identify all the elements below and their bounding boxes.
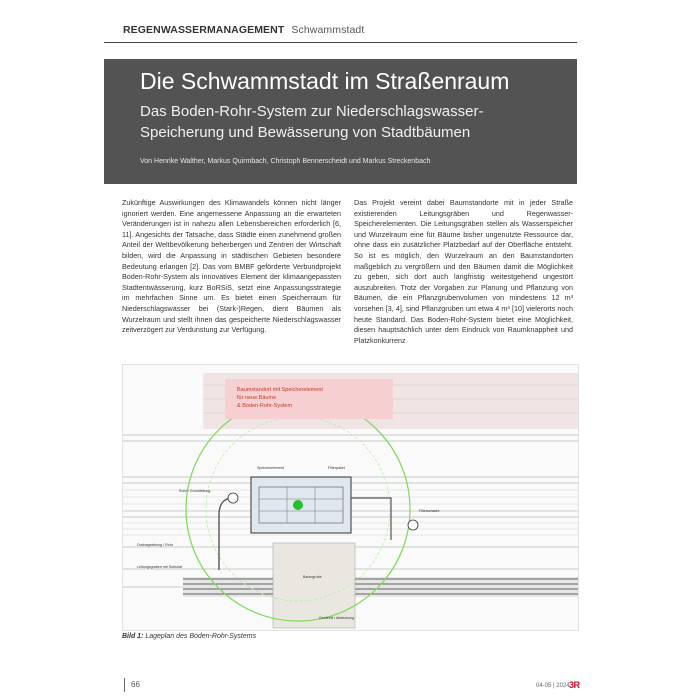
label-pipe: Rohr / Grundleitung	[179, 489, 211, 493]
label-filter-shaft: Filterschacht	[419, 509, 440, 513]
article-title: Die Schwammstadt im Straßenraum	[140, 68, 510, 94]
site-plan-drawing	[123, 365, 578, 630]
subsection-label: Schwammstadt	[291, 24, 365, 36]
site-plan-figure	[122, 364, 579, 631]
body-paragraph: Das Projekt vereint dabei Baumstandorte mit in jeder Straße existierenden Leitungsgräben und Regenwasser-Speicherelementen. Die Leitungsgräben stellen als Wasserspeicher und Wurzelraum eine für Bäume bisher ungenutzte Ressource dar, ohne dass ein zusätzlicher Platzbedarf auf der Oberfläche entsteht. So ist es möglich, den Wurzelraum an den Baumstandorten maßgeblich zu vergrößern und den Bäumen damit die Möglichkeit zu geben, sich dort auch langfristig weitestgehend ungestört auszubreiten. Trotz der Vorgaben zur Planung und Pflanzung von Bäumen, die ein Pflanzgrubenvolumen von mindestens 12 m³ vorsehen [3, 4], sind Pflanzgruben um etwa 4 m³ [10] vielerorts noch heute Standard. Das Boden-Rohr-System bietet eine Möglichkeit, diesen hauptsächlich unter dem Eindruck von Raumknappheit und Platzkonkurrenz	[354, 198, 573, 345]
title-block	[104, 59, 577, 184]
callout-line-1: Baumstandort mit Speicherelement	[237, 387, 323, 393]
running-header	[123, 24, 364, 36]
caption-number: Bild 1:	[122, 633, 144, 640]
label-drainage: Drainageleitung / Rohr	[137, 543, 173, 547]
label-geotextile: Geotextil / Abdeckung	[319, 616, 354, 620]
page-number: 66	[131, 680, 140, 689]
body-column-right	[354, 198, 573, 346]
tree-location-marker	[293, 500, 303, 510]
subtitle-line-2: Speicherung und Bewässerung von Stadtbäumen	[140, 124, 471, 141]
body-paragraph: Zukünftige Auswirkungen des Klimawandels können nicht länger ignoriert werden. Eine angemessene Anpassung an die erwarteten Veränderungen ist in nahezu allen Lebensbereichen erforderlich [6, 11]. Angesichts der Tatsache, dass Städte einen zunehmend großen Anteil der Weltbevölkerung beherbergen und Zentren der Wirtschaft bilden, wird die Anpassung in städtischen Gebieten besondere Bedeutung erlangen [2]. Das vom BMBF geförderte Verbundprojekt Boden-Rohr-System als innovatives Element der klimaangepassten Stadtentwässerung, kurz BoRSiS, setzt eine Anpassungsstrategie im mehrfachen Sinne um. Es bietet einen Speicherraum für Niederschlagswasser bei (Stark-)Regen, dient Bäumen als Wurzelraum und stellt ihnen das gespeicherte Niederschlagswasser zeitverzögert zur Verdunstung zur Verfügung.	[122, 198, 341, 335]
label-tree-pit: Baumgrube	[303, 575, 322, 579]
footer-rule	[124, 678, 125, 692]
callout-line-3: & Boden-Rohr-System	[237, 403, 293, 409]
inlet-manhole	[228, 493, 238, 503]
filter-shaft	[408, 520, 418, 530]
article-subtitle	[140, 101, 577, 143]
label-filter: Filterpaket	[328, 466, 345, 470]
subtitle-line-1: Das Boden-Rohr-System zur Niederschlagswasser-	[140, 103, 484, 120]
author-byline: Von Henrike Walther, Markus Quirmbach, Christoph Bennerscheidt und Markus Streckenbach	[140, 158, 431, 165]
section-label: REGENWASSERMANAGEMENT	[123, 24, 285, 36]
figure-caption	[122, 633, 256, 640]
issue-label: 04-05 | 2024	[536, 683, 570, 689]
outlet-pipe	[351, 498, 391, 540]
caption-text: Lageplan des Boden-Rohr-Systems	[143, 633, 257, 640]
publisher-logo: 3R	[569, 680, 580, 690]
label-storage: Speicherelement	[257, 466, 284, 470]
label-trench-substrate: Leitungsgraben mit Substrat	[137, 565, 182, 569]
callout-line-2: für neue Bäume	[237, 395, 277, 401]
header-rule	[104, 42, 577, 43]
body-column-left	[122, 198, 341, 336]
